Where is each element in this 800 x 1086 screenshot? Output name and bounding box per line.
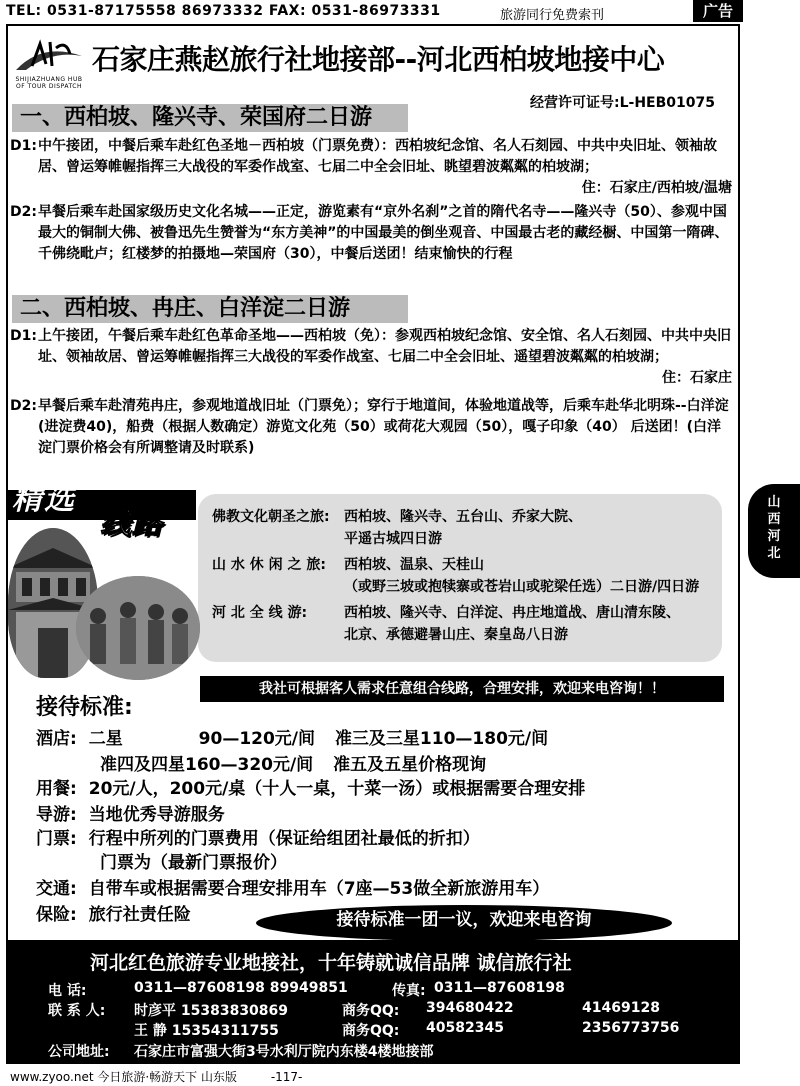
guide-text: 当地优秀导游服务	[88, 805, 225, 825]
hotel-2star-price: 90—120元/间	[198, 729, 316, 749]
featured-title-b: 线路	[100, 506, 164, 541]
section1-heading: 一、西柏坡、隆兴寺、荣国府二日游	[12, 104, 408, 132]
qq-2a: 40582345	[426, 1020, 504, 1036]
route-name: 山 水 休 闲 之 旅:	[212, 557, 326, 573]
route-item	[212, 602, 680, 643]
custom-route-slogan: 我社可根据客人需求任意组合线路，合理安排，欢迎来电咨询！！	[200, 676, 724, 702]
day-text: 早餐后乘车赴清苑冉庄，参观地道战旧址（门票免）；穿行于地道间，体验地道战等，后乘车赴华北明珠--白洋淀(进淀费40)，船费（根据人数确定）游览文化苑（50）或荷花大观园（50），嘎子印象（40） 后送团！(白洋淀门票价格会有所调整请及时联系)	[38, 398, 729, 456]
featured-routes-panel	[198, 494, 722, 662]
ticket-line-1	[36, 826, 480, 852]
day-stay: 住：石家庄	[662, 370, 732, 386]
hotel-line-2	[100, 752, 486, 778]
standards-title: 接待标准:	[36, 695, 133, 720]
section1-day2	[10, 202, 732, 265]
day-text: 上午接团，午餐后乘车赴红色革命圣地——西柏坡（免）：参观西柏坡纪念馆、安全馆、名人石刻园、中共中央旧址、领袖故居、曾运筹帷幄指挥三大战役的军委作战室、七届二中全会旧址、遥望碧波粼粼的柏坡湖；	[38, 328, 731, 365]
section1-day1	[10, 136, 732, 199]
insurance-text: 旅行社责任险	[88, 905, 191, 925]
qq-1a: 394680422	[426, 1000, 514, 1016]
soldiers-photo	[76, 576, 200, 680]
hotel-line-1	[36, 726, 548, 752]
insurance-line	[36, 902, 191, 928]
route-name: 佛教文化朝圣之旅:	[212, 509, 330, 525]
meal-text: 20元/人，200元/桌（十人一桌，十菜一汤）或根据需要合理安排	[88, 779, 586, 799]
qq-2b: 2356773756	[582, 1020, 680, 1036]
region-label: 山西河北	[767, 495, 781, 561]
day-text: 早餐后乘车赴国家级历史文化名城——正定，游览素有“京外名刹”之首的隋代名寺——隆兴寺（50）、参观中国最大的铜制大佛、被鲁迅先生赞誉为“东方美神”的中国最美的倒坐观音、中国最古老的藏经橱、中国第一隋碑、千佛绕毗卢；红楼梦的拍摄地—荣国府（30），中餐后送团！结束愉快的行程	[38, 204, 729, 262]
phone-value: 0311—87608198 89949851	[134, 980, 348, 996]
hotel-2star: 二星	[88, 729, 123, 749]
day-label: D2:	[10, 398, 37, 414]
contact-2: 王 静 15354311755	[134, 1023, 279, 1039]
fax-value: 0311—87608198	[434, 980, 565, 996]
section2-day2	[10, 396, 732, 459]
page-title: 石家庄燕赵旅行社地接部--河北西柏坡地接中心	[92, 43, 665, 76]
transport-line	[36, 876, 549, 902]
featured-title-a: 精选	[12, 482, 76, 517]
route-value: 西柏坡、隆兴寺、五台山、乔家大院、 平遥古城四日游	[344, 509, 582, 547]
logo-text: SHIJIAZHUANG HUB OF TOUR DISPATCH	[15, 76, 83, 90]
logo-icon	[12, 36, 86, 76]
ad-label: 广告	[693, 0, 743, 22]
address-label: 公司地址:	[48, 1044, 110, 1060]
contact-label: 联 系 人:	[48, 1003, 106, 1019]
section2-day1	[10, 326, 732, 389]
ticket-text: 行程中所列的门票费用（保证给组团社最低的折扣）	[88, 829, 480, 849]
route-value: 西柏坡、隆兴寺、白洋淀、冉庄地道战、唐山清东陵、 北京、承德避暑山庄、秦皇岛八日游	[344, 605, 680, 643]
section2-heading: 二、西柏坡、冉庄、白洋淀二日游	[12, 295, 408, 323]
footer-slogan: 河北红色旅游专业地接社，十年铸就诚信品牌 诚信旅行社	[90, 952, 572, 974]
ticket-label: 门票:	[36, 829, 77, 849]
meal-label: 用餐:	[36, 779, 77, 799]
hotel-label: 酒店:	[36, 729, 77, 749]
hotel-5star: 准五及五星价格现询	[333, 755, 487, 775]
page-number: -117-	[270, 1070, 303, 1084]
region-side-tab	[748, 484, 800, 578]
top-bar	[0, 0, 800, 22]
transport-label: 交通:	[36, 879, 77, 899]
standards-oval-slogan: 接待标准一团一议，欢迎来电咨询	[256, 905, 672, 941]
day-label: D2:	[10, 204, 37, 220]
guide-label: 导游:	[36, 805, 77, 825]
day-stay: 住：石家庄/西柏坡/温塘	[581, 180, 732, 196]
phone-label: 电 话:	[48, 983, 87, 999]
page-footer	[10, 1068, 302, 1085]
ticket-line-2: 门票为（最新门票报价）	[100, 853, 287, 873]
license-number: 经营许可证号:L-HEB01075	[530, 95, 715, 111]
company-logo	[12, 36, 86, 90]
address-value: 石家庄市富强大街3号水利厅院内东楼4楼地接部	[134, 1044, 434, 1060]
top-tagline: 旅游同行免费索刊	[500, 8, 605, 23]
top-contact: TEL: 0531-87175558 86973332 FAX: 0531-86973331	[6, 3, 441, 19]
hotel-4star: 准四及四星160—320元/间	[100, 755, 314, 775]
footer-contact-block	[8, 940, 738, 1062]
guide-line	[36, 802, 225, 828]
qq-label: 商务QQ:	[342, 1003, 400, 1019]
contact-1: 时彦平 15383830869	[134, 1003, 289, 1019]
day-text: 中午接团，中餐后乘车赴红色圣地－西柏坡（门票免费）：西柏坡纪念馆、名人石刻园、中共中央旧址、领袖故居、曾运筹帷幄指挥三大战役的军委作战室、七届二中全会旧址、眺望碧波粼粼的柏坡湖；	[38, 138, 717, 175]
meal-line	[36, 776, 585, 802]
transport-text: 自带车或根据需要合理安排用车（7座—53做全新旅游用车）	[88, 879, 550, 899]
day-label: D1:	[10, 138, 37, 154]
qq-label: 商务QQ:	[342, 1023, 400, 1039]
route-name: 河 北 全 线 游:	[212, 605, 308, 621]
hotel-3star: 准三及三星110—180元/间	[334, 729, 549, 749]
day-label: D1:	[10, 328, 37, 344]
fax-label: 传真:	[392, 983, 426, 999]
route-item	[212, 506, 582, 547]
footer-site: www.zyoo.net 今日旅游·畅游天下 山东版	[10, 1070, 237, 1084]
route-item	[212, 554, 700, 595]
qq-1b: 41469128	[582, 1000, 660, 1016]
insurance-label: 保险:	[36, 905, 77, 925]
route-value: 西柏坡、温泉、天桂山 （或野三坡或抱犊寨或苍岩山或驼梁任选）二日游/四日游	[344, 557, 700, 595]
